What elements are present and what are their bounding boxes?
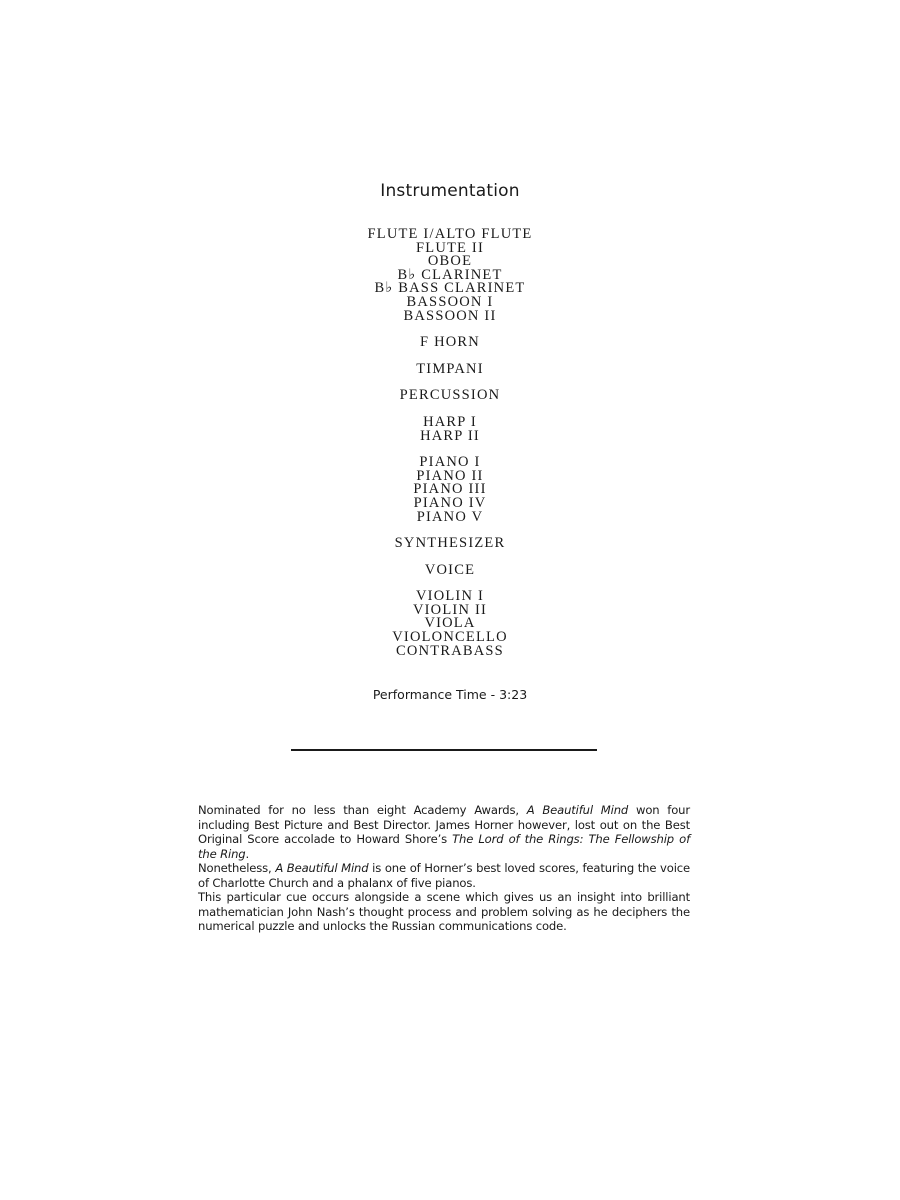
notes-text: is one of Horner’s best loved scores, featuring the voice of Charlotte Church and a phalanx of five pianos. — [198, 861, 690, 890]
instrument-item: B♭ CLARINET — [397, 266, 503, 283]
instrument-item: PIANO I — [419, 454, 481, 471]
instrument-item: SYNTHESIZER — [394, 535, 506, 552]
notes-text: Nonetheless, — [198, 861, 276, 875]
instrument-item: CONTRABASS — [396, 642, 504, 659]
instrument-item: PIANO III — [413, 481, 487, 498]
instrument-list — [0, 228, 900, 671]
instrument-item: VOICE — [424, 561, 476, 578]
program-notes — [198, 803, 690, 934]
instrument-item: PERCUSSION — [399, 387, 501, 404]
notes-text: . — [245, 846, 250, 861]
instrument-item: BASSOON II — [403, 307, 497, 324]
film-title: A Beautiful Mind — [526, 803, 629, 817]
instrument-item: BASSOON I — [406, 293, 494, 310]
notes-paragraph — [198, 861, 690, 890]
synth-group — [0, 537, 900, 551]
instrument-item: FLUTE I/ALTO FLUTE — [367, 226, 533, 242]
instrument-item: HARP I — [423, 413, 477, 430]
notes-paragraph: This particular cue occurs alongside a scene which gives us an insight into brilliant mathematician John Nash’s thought process and problem solving as he deciphers the numerical puzzle and unlocks the Russian communications code. — [198, 890, 690, 933]
percussion-group — [0, 389, 900, 403]
instrument-item: TIMPANI — [416, 360, 484, 377]
harp-group — [0, 413, 900, 444]
performance-time: Performance Time - 3:23 — [372, 687, 528, 702]
instrument-item: B♭ BASS CLARINET — [374, 280, 526, 297]
instrument-item: PIANO V — [416, 508, 484, 525]
piano-group — [0, 456, 900, 524]
woodwinds-group — [0, 228, 900, 323]
instrument-item: PIANO IV — [413, 494, 487, 511]
notes-paragraph — [198, 803, 690, 861]
instrument-item: VIOLIN I — [416, 588, 484, 605]
page-title: Instrumentation — [380, 181, 520, 201]
divider-rule — [291, 749, 597, 751]
notes-text: won four including Best Picture and Best Director. James Horner however, lost out on the Best Original Score accolade to Howard Shore’s — [198, 803, 690, 846]
instrument-item: FLUTE II — [416, 239, 484, 256]
instrument-item: HARP II — [420, 427, 480, 444]
notes-text: Nominated for no less than eight Academy Awards, — [198, 803, 527, 817]
instrument-item: F HORN — [420, 334, 480, 351]
strings-group — [0, 590, 900, 658]
film-title: The Lord of the Rings: The Fellowship of the Ring — [198, 832, 690, 861]
instrument-item: VIOLA — [424, 615, 476, 632]
timpani-group — [0, 360, 900, 377]
brass-group — [0, 336, 900, 350]
instrument-item: VIOLONCELLO — [392, 629, 508, 646]
voice-group — [0, 561, 900, 578]
film-title: A Beautiful Mind — [275, 861, 369, 875]
instrument-item: PIANO II — [416, 467, 484, 484]
instrument-item: VIOLIN II — [412, 601, 487, 618]
instrument-item: OBOE — [427, 253, 473, 270]
